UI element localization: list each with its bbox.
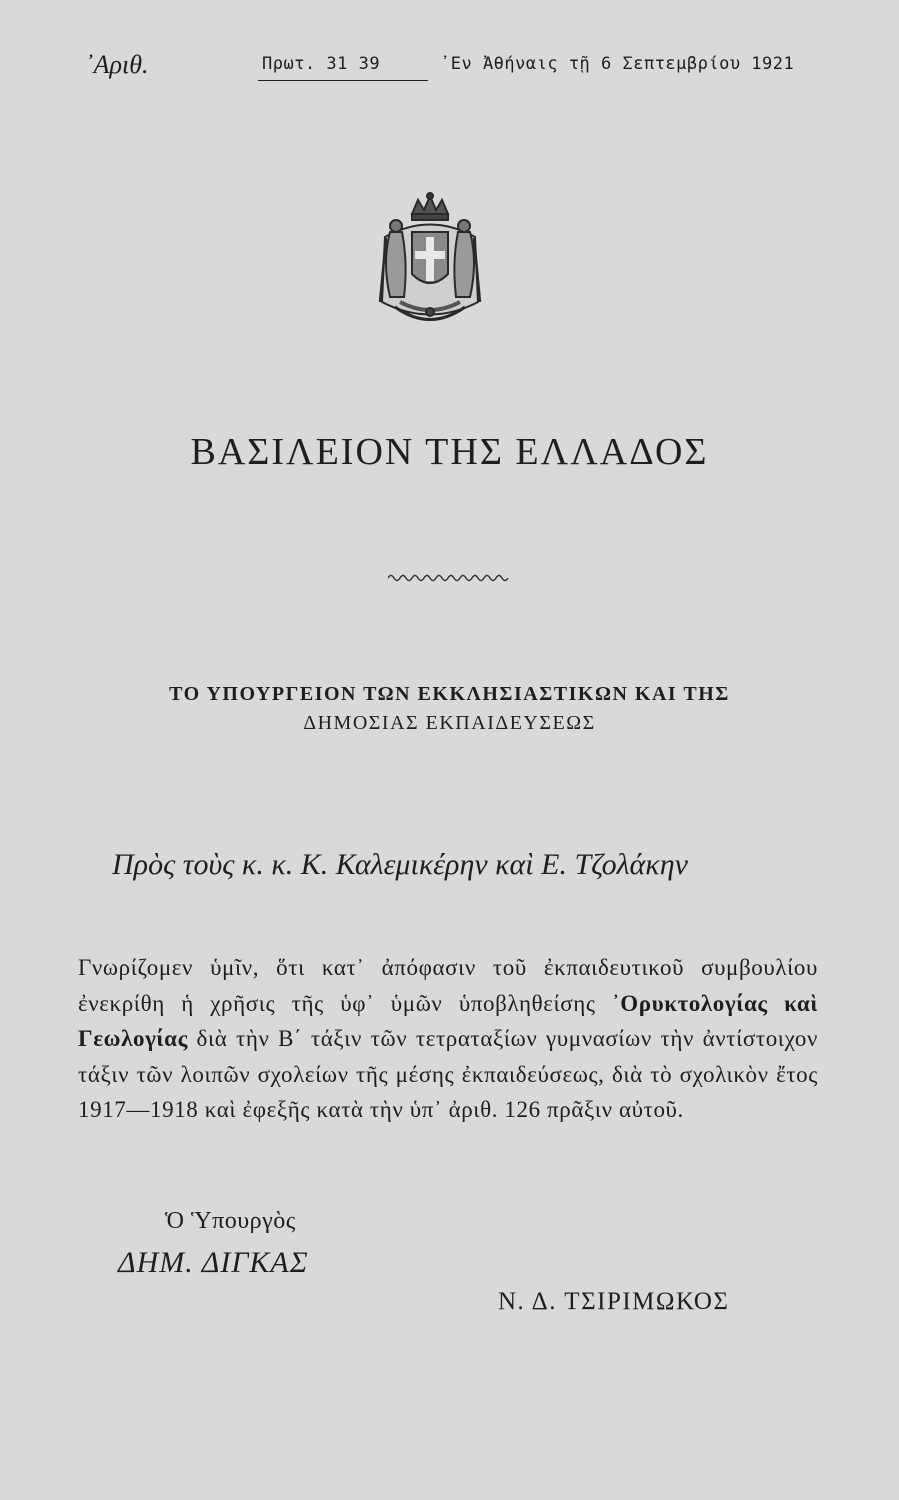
minister-name: ΔΗΜ. ΔΙΓΚΑΣ xyxy=(118,1246,309,1279)
royal-coat-of-arms-icon xyxy=(360,192,500,332)
decorative-squiggle xyxy=(388,572,510,584)
arith-label: ᾿Αριθ. xyxy=(85,50,149,79)
letter-body xyxy=(78,950,818,1128)
signature-title: Ὁ Ὑπουργὸς xyxy=(165,1208,296,1234)
body-part-1: Γνωρίζομεν ὑμῖν, ὅτι κατ᾿ ἀπόφασιν τοῦ ἐκπαιδευτικοῦ συμβουλίου ἐνεκρίθη ἡ χρῆσις τῆς ὑφ᾿ ὑμῶν ὑποβληθείσης xyxy=(78,955,818,1016)
kingdom-title: ΒΑΣΙΛΕΙΟΝ ΤΗΣ ΕΛΛΑΔΟΣ xyxy=(190,431,709,473)
book-title: ᾿Ορυκτολογίας καὶ Γεωλογίας xyxy=(78,990,819,1051)
protocol-number: Πρωτ. 31 39 xyxy=(262,54,381,74)
body-part-2: διὰ τὴν Β΄ τάξιν τῶν τετραταξίων γυμνασίων τὴν ἀντίστοιχον τάξιν τῶν λοιπῶν σχολείων τῆς μέσης ἐκπαιδεύσεως, διὰ τὸ σχολικὸν ἔτος 1917—1918 καὶ ἐφεξῆς κατὰ τὴν ὑπ᾿ ἀριθ. 126 πρᾶξιν αὐτοῦ. xyxy=(78,1026,818,1122)
document-date: ᾿Εν Ἀθήναις τῇ 6 Σεπτεμβρίου 1921 xyxy=(440,54,795,74)
addressee: Πρὸς τοὺς κ. κ. Κ. Καλεμικέρην καὶ Ε. Τζολάκην xyxy=(112,848,688,881)
ministry-line-2: ΔΗΜΟΣΙΑΣ ΕΚΠΑΙΔΕΥΣΕΩΣ xyxy=(303,712,596,734)
protocol-underline xyxy=(258,80,428,81)
secretary-name: Ν. Δ. ΤΣΙΡΙΜΩΚΟΣ xyxy=(498,1288,730,1315)
ministry-line-1: ΤΟ ΥΠΟΥΡΓΕΙΟΝ ΤΩΝ ΕΚΚΛΗΣΙΑΣΤΙΚΩΝ ΚΑΙ ΤΗΣ xyxy=(169,683,730,705)
